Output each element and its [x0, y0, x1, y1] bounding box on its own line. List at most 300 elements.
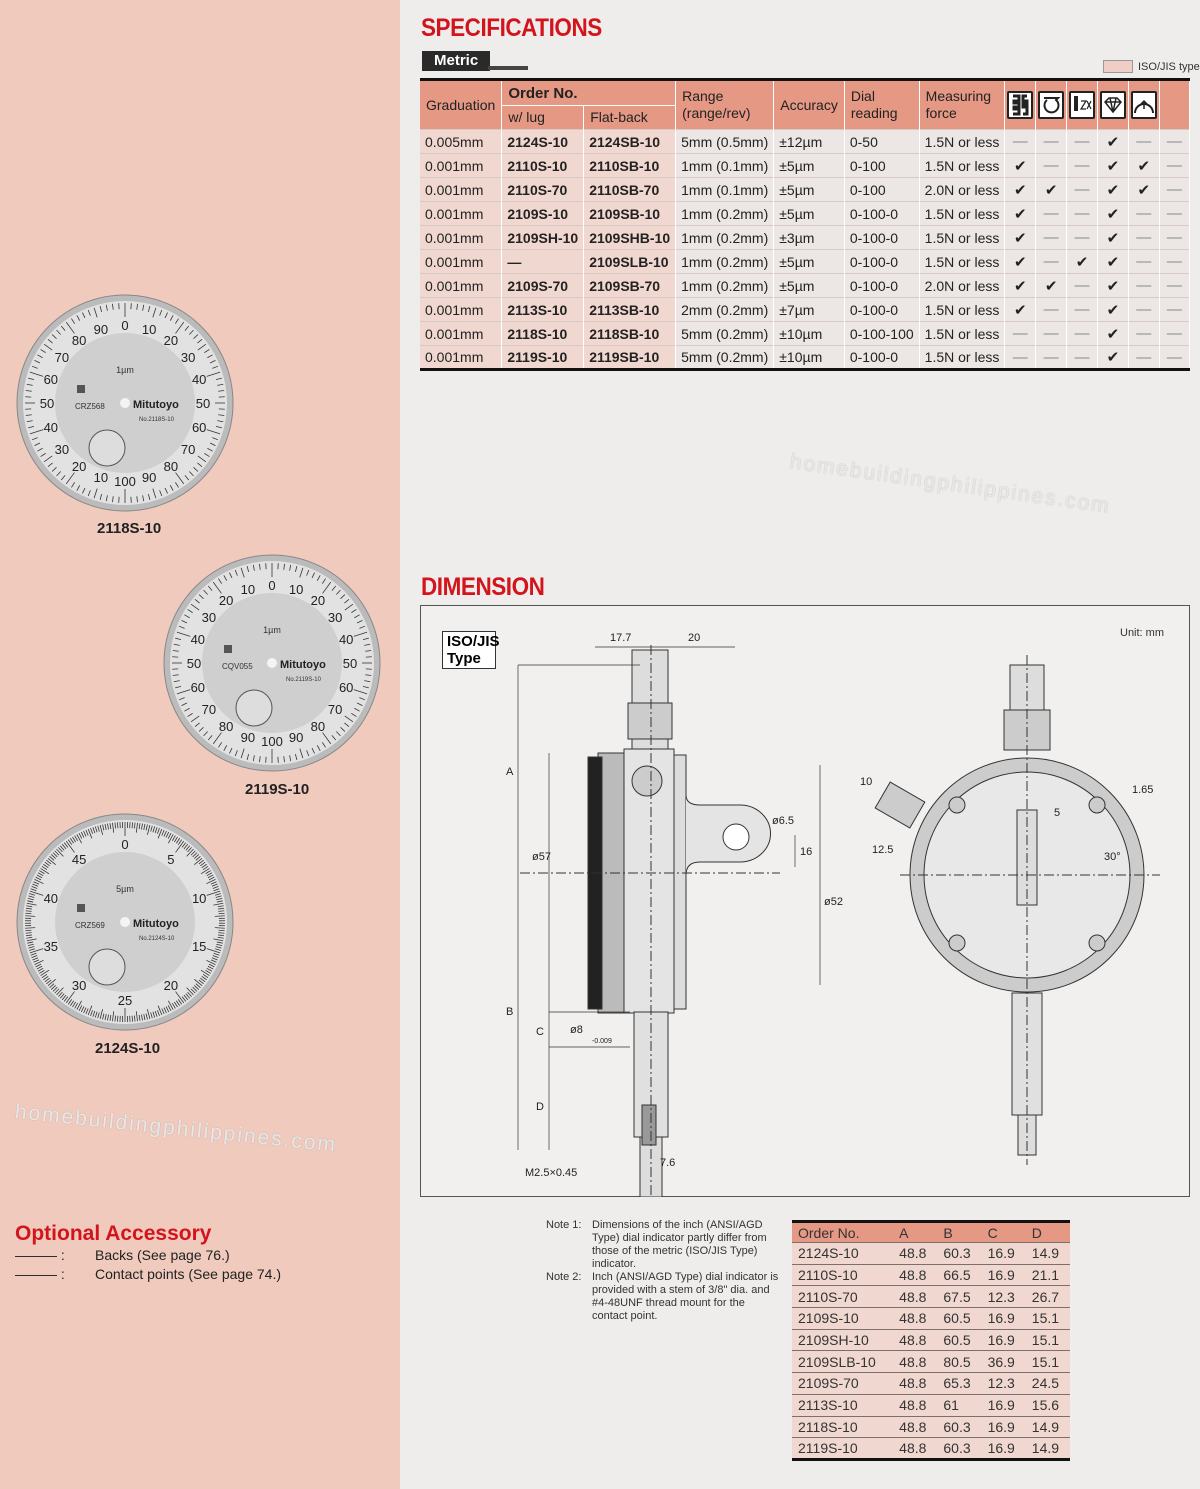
dial-number: 30 — [327, 610, 343, 626]
order-w-lug: 2118S-10 — [502, 322, 584, 346]
dim-cell: 80.5 — [937, 1351, 981, 1373]
feature-flag: ✔ — [1097, 178, 1128, 202]
feature-flag: — — [1159, 322, 1189, 346]
dim-cell: 12.3 — [982, 1373, 1026, 1395]
revolution-counter — [236, 690, 272, 726]
dim-cell: 36.9 — [982, 1351, 1026, 1373]
dial-unit: 1µm — [116, 365, 134, 375]
range: 1mm (0.1mm) — [676, 154, 774, 178]
feature-flag: — — [1067, 298, 1098, 322]
header-measuring-force: Measuring force — [919, 80, 1005, 130]
dial-reading: 0-100 — [844, 154, 919, 178]
graduation: 0.001mm — [420, 298, 502, 322]
feature-flag: ✔ — [1097, 346, 1128, 370]
spec-row — [420, 346, 1190, 370]
dial-reading: 0-100-0 — [844, 202, 919, 226]
feature-flag: — — [1159, 298, 1189, 322]
dim-row — [792, 1438, 1070, 1460]
dim-cell: 15.1 — [1026, 1308, 1070, 1330]
dim-label: 7.6 — [660, 1157, 676, 1169]
dim-cell: 16.9 — [982, 1308, 1026, 1330]
dim-cell: 16.9 — [982, 1394, 1026, 1416]
header-icon-cell — [1097, 80, 1128, 130]
feature-flag: ✔ — [1005, 202, 1036, 226]
order-flat-back: 2109SB-10 — [584, 202, 676, 226]
dim-cell: 48.8 — [893, 1351, 937, 1373]
iso-label-text: ISO/JIS Type — [447, 633, 500, 667]
dial-number: 10 — [191, 890, 207, 906]
dial-number: 10 — [288, 581, 304, 597]
dim-cell: 60.3 — [937, 1243, 981, 1265]
dial-number: 40 — [191, 371, 207, 387]
dial-number: 0 — [121, 318, 129, 333]
dim-cell: 65.3 — [937, 1373, 981, 1395]
dim-row — [792, 1243, 1070, 1265]
header-dial-reading: Dial reading — [844, 80, 919, 130]
dial-number: 80 — [218, 719, 234, 735]
dim-cell: 48.8 — [893, 1394, 937, 1416]
graduation: 0.001mm — [420, 154, 502, 178]
range: 1mm (0.1mm) — [676, 178, 774, 202]
graduation: 0.001mm — [420, 202, 502, 226]
spec-row — [420, 202, 1190, 226]
dim-cell: 14.9 — [1026, 1243, 1070, 1265]
dim-cell: 2110S-10 — [792, 1264, 893, 1286]
accuracy: ±10µm — [774, 346, 845, 370]
jewel-bearing-icon — [1100, 91, 1126, 119]
order-flat-back: 2109SLB-10 — [584, 250, 676, 274]
dim-cell: 48.8 — [893, 1416, 937, 1438]
dial-reading: 0-100-0 — [844, 346, 919, 370]
feature-flag: — — [1005, 346, 1036, 370]
feature-flag: — — [1005, 322, 1036, 346]
order-flat-back: 2109SHB-10 — [584, 226, 676, 250]
dial-number: 40 — [43, 420, 59, 436]
measuring-force: 1.5N or less — [919, 202, 1005, 226]
dim-header: B — [937, 1222, 981, 1243]
feature-flag: — — [1067, 154, 1098, 178]
dial-number: 25 — [117, 993, 133, 1008]
feature-flag: — — [1067, 322, 1098, 346]
shockproof-icon — [1007, 91, 1033, 119]
feature-flag: — — [1128, 226, 1159, 250]
dim-cell: 61 — [937, 1394, 981, 1416]
feature-flag: — — [1036, 322, 1067, 346]
header-flat-back: Flat-back — [584, 106, 676, 130]
feature-flag: ✔ — [1097, 202, 1128, 226]
feature-flag: — — [1128, 202, 1159, 226]
dial-number: 20 — [310, 592, 326, 608]
header-range: Range (range/rev) — [676, 80, 774, 130]
range: 5mm (0.2mm) — [676, 322, 774, 346]
watermark: homebuildingphilippines.com — [13, 1100, 339, 1157]
dustproof-icon — [1038, 91, 1064, 119]
header-graduation: Graduation — [420, 80, 502, 130]
feature-flag: ✔ — [1128, 154, 1159, 178]
order-w-lug: 2110S-70 — [502, 178, 584, 202]
dim-cell: 48.8 — [893, 1373, 937, 1395]
legend-swatch — [1103, 60, 1133, 73]
dim-label: -0.009 — [592, 1038, 612, 1045]
dial-face — [164, 555, 380, 771]
dim-row — [792, 1394, 1070, 1416]
feature-flag: ✔ — [1036, 274, 1067, 298]
legend-label: ISO/JIS type — [1138, 60, 1200, 73]
qr-code-icon — [224, 645, 232, 653]
accuracy: ±5µm — [774, 154, 845, 178]
dial-number: 50 — [39, 396, 55, 411]
dim-cell: 60.3 — [937, 1438, 981, 1460]
iso-legend — [1103, 60, 1200, 73]
dial-pivot — [267, 658, 277, 668]
order-w-lug: 2113S-10 — [502, 298, 584, 322]
qr-code-icon — [77, 904, 85, 912]
accessory-item: Contact points (See page 74.) — [95, 1266, 282, 1282]
dim-label: B — [506, 1006, 514, 1018]
feature-flag: — — [1128, 298, 1159, 322]
dim-cell: 2113S-10 — [792, 1394, 893, 1416]
accuracy: ±10µm — [774, 322, 845, 346]
feature-flag: ✔ — [1005, 250, 1036, 274]
dial-model: No.2124S-10 — [139, 936, 175, 942]
dim-label: D — [536, 1101, 544, 1113]
dial-caption: 2118S-10 — [97, 520, 162, 537]
dial-number: 40 — [338, 631, 354, 647]
dim-cell: 14.9 — [1026, 1416, 1070, 1438]
note-text: Dimensions of the inch (ANSI/AGD Type) dial indicator partly differ from those of the metric (ISO/JIS Type) indicator. — [592, 1219, 767, 1270]
dim-header: C — [982, 1222, 1026, 1243]
dim-cell: 66.5 — [937, 1264, 981, 1286]
accuracy: ±12µm — [774, 130, 845, 154]
feature-flag: ✔ — [1097, 226, 1128, 250]
dim-label: A — [506, 766, 514, 778]
spec-row — [420, 130, 1190, 154]
dimension-table — [792, 1220, 1070, 1461]
dim-cell: 24.5 — [1026, 1373, 1070, 1395]
feature-flag: — — [1067, 202, 1098, 226]
dim-row — [792, 1286, 1070, 1308]
specifications-table — [420, 78, 1190, 371]
order-w-lug: 2119S-10 — [502, 346, 584, 370]
dial-brand: Mitutoyo — [133, 918, 179, 930]
dim-label: 30° — [1104, 851, 1121, 863]
dim-cell: 15.1 — [1026, 1329, 1070, 1351]
header-accuracy: Accuracy — [774, 80, 845, 130]
feature-flag: — — [1036, 202, 1067, 226]
measuring-force: 1.5N or less — [919, 322, 1005, 346]
dial-number: 10 — [240, 581, 256, 597]
dial-number: 35 — [43, 939, 59, 955]
feature-flag: ✔ — [1097, 322, 1128, 346]
feature-flag: — — [1036, 346, 1067, 370]
dim-label: 5 — [1054, 807, 1061, 819]
feature-flag: — — [1159, 346, 1189, 370]
dial-number: 10 — [141, 321, 157, 337]
graduation: 0.001mm — [420, 274, 502, 298]
spec-row — [420, 322, 1190, 346]
dim-header: D — [1026, 1222, 1070, 1243]
dial-number: 50 — [195, 396, 211, 411]
metric-tab: Metric — [422, 51, 490, 71]
dial-unit: 5µm — [116, 884, 134, 894]
dim-cell: 15.1 — [1026, 1351, 1070, 1373]
dial-reading: 0-100-0 — [844, 274, 919, 298]
dim-cell: 2109S-10 — [792, 1308, 893, 1330]
feature-flag: — — [1036, 298, 1067, 322]
dim-cell: 48.8 — [893, 1286, 937, 1308]
dim-cell: 2124S-10 — [792, 1243, 893, 1265]
dial-number: 20 — [218, 592, 234, 608]
dial-brand: Mitutoyo — [133, 399, 179, 411]
measuring-force: 1.5N or less — [919, 154, 1005, 178]
order-flat-back: 2119SB-10 — [584, 346, 676, 370]
dim-cell: 12.3 — [982, 1286, 1026, 1308]
watermark: homebuildingphilippines.com — [788, 450, 1113, 518]
dim-cell: 14.9 — [1026, 1438, 1070, 1460]
spec-row — [420, 250, 1190, 274]
measuring-force: 1.5N or less — [919, 298, 1005, 322]
dim-label: 20 — [688, 632, 701, 644]
dial-number: 90 — [93, 321, 109, 337]
dim-cell: 16.9 — [982, 1438, 1026, 1460]
feature-flag: ✔ — [1005, 298, 1036, 322]
unit-label: Unit: mm — [1120, 627, 1164, 639]
header-blank — [1159, 80, 1189, 130]
dial-number: 80 — [310, 719, 326, 735]
order-flat-back: 2124SB-10 — [584, 130, 676, 154]
feature-flag: — — [1036, 130, 1067, 154]
range: 1mm (0.2mm) — [676, 274, 774, 298]
dim-label: 1.65 — [1132, 784, 1154, 796]
order-w-lug: 2109SH-10 — [502, 226, 584, 250]
dial-unit: 1µm — [263, 625, 281, 635]
measuring-force: 1.5N or less — [919, 226, 1005, 250]
dim-cell: 48.8 — [893, 1264, 937, 1286]
feature-flag: — — [1067, 274, 1098, 298]
dim-cell: 26.7 — [1026, 1286, 1070, 1308]
dial-number: 10 — [93, 470, 109, 486]
range: 1mm (0.2mm) — [676, 202, 774, 226]
feature-flag: — — [1036, 226, 1067, 250]
dim-cell: 21.1 — [1026, 1264, 1070, 1286]
feature-flag: ✔ — [1005, 178, 1036, 202]
dial-number: 15 — [191, 939, 207, 955]
spec-row — [420, 274, 1190, 298]
feature-flag: — — [1036, 154, 1067, 178]
range: 5mm (0.5mm) — [676, 130, 774, 154]
graduation: 0.005mm — [420, 130, 502, 154]
dial-number: 90 — [141, 470, 157, 486]
dim-header: Order No. — [792, 1222, 893, 1243]
range: 1mm (0.2mm) — [676, 226, 774, 250]
feature-flag: ✔ — [1097, 154, 1128, 178]
dim-label: 17.7 — [610, 632, 632, 644]
dim-label: M2.5×0.45 — [525, 1167, 578, 1179]
dial-tick — [25, 930, 31, 931]
header-order-no: Order No. — [502, 80, 676, 106]
dial-number: 100 — [114, 474, 136, 489]
order-w-lug: 2109S-70 — [502, 274, 584, 298]
dim-cell: 2109SLB-10 — [792, 1351, 893, 1373]
accessory-title: Optional Accessory — [15, 1222, 212, 1245]
accessory-line: ——— : — [15, 1247, 65, 1263]
dial-model: No.2119S-10 — [286, 677, 321, 683]
order-w-lug: 2109S-10 — [502, 202, 584, 226]
side-view — [520, 645, 780, 1197]
dim-row — [792, 1373, 1070, 1395]
dim-cell: 48.8 — [893, 1243, 937, 1265]
dim-cell: 16.9 — [982, 1264, 1026, 1286]
header-w-lug: w/ lug — [502, 106, 584, 130]
dial-caption: 2124S-10 — [95, 1040, 161, 1057]
dial-reading: 0-100-0 — [844, 250, 919, 274]
divider — [488, 66, 528, 70]
range: 1mm (0.2mm) — [676, 250, 774, 274]
feature-flag: ✔ — [1005, 274, 1036, 298]
feature-flag: — — [1159, 154, 1189, 178]
feature-flag: — — [1159, 274, 1189, 298]
dim-cell: 2109SH-10 — [792, 1329, 893, 1351]
order-flat-back: 2109SB-70 — [584, 274, 676, 298]
order-w-lug: 2124S-10 — [502, 130, 584, 154]
dim-cell: 60.5 — [937, 1308, 981, 1330]
2x-stroke-icon — [1069, 91, 1095, 119]
dial-number: 70 — [180, 441, 196, 457]
dim-cell: 15.6 — [1026, 1394, 1070, 1416]
dial-number: 70 — [54, 350, 70, 366]
dim-cell: 2109S-70 — [792, 1373, 893, 1395]
dial-number: 0 — [268, 578, 276, 593]
dial-number: 90 — [240, 730, 256, 746]
dial-model: No.2118S-10 — [139, 417, 174, 423]
dim-cell: 2118S-10 — [792, 1416, 893, 1438]
accuracy: ±7µm — [774, 298, 845, 322]
graduation: 0.001mm — [420, 226, 502, 250]
revolution-counter — [89, 430, 125, 466]
feature-flag: ✔ — [1005, 154, 1036, 178]
measuring-force: 2.0N or less — [919, 274, 1005, 298]
graduation: 0.001mm — [420, 178, 502, 202]
feature-flag: — — [1067, 346, 1098, 370]
dial-number: 80 — [163, 459, 179, 475]
feature-flag: — — [1067, 178, 1098, 202]
order-flat-back: 2110SB-70 — [584, 178, 676, 202]
spec-row — [420, 298, 1190, 322]
dim-label: ø6.5 — [772, 815, 795, 827]
dial-code: CRZ568 — [75, 402, 105, 411]
graduation: 0.001mm — [420, 346, 502, 370]
feature-flag: ✔ — [1097, 250, 1128, 274]
feature-flag: — — [1159, 226, 1189, 250]
accuracy: ±5µm — [774, 178, 845, 202]
dim-cell: 48.8 — [893, 1329, 937, 1351]
dim-cell: 48.8 — [893, 1438, 937, 1460]
dim-label: ø8 — [570, 1024, 583, 1036]
dial-number: 5 — [167, 851, 175, 867]
dim-cell: 16.9 — [982, 1329, 1026, 1351]
dial-number: 20 — [163, 978, 179, 994]
dial-number: 100 — [261, 734, 283, 749]
dial-code: CQV055 — [222, 662, 253, 671]
dial-images — [0, 0, 400, 1100]
accessory-line: ——— : — [15, 1266, 65, 1282]
dim-cell: 67.5 — [937, 1286, 981, 1308]
dial-number: 70 — [327, 701, 343, 717]
header-icon-cell — [1036, 80, 1067, 130]
accuracy: ±5µm — [774, 274, 845, 298]
feature-flag: — — [1159, 202, 1189, 226]
spec-row — [420, 178, 1190, 202]
dial-tick — [219, 913, 225, 914]
dim-row — [792, 1416, 1070, 1438]
accuracy: ±5µm — [774, 250, 845, 274]
order-w-lug: — — [502, 250, 584, 274]
feature-flag: — — [1067, 226, 1098, 250]
dial-reading: 0-100-100 — [844, 322, 919, 346]
measuring-force: 1.5N or less — [919, 250, 1005, 274]
accuracy: ±3µm — [774, 226, 845, 250]
dim-row — [792, 1329, 1070, 1351]
dim-row — [792, 1264, 1070, 1286]
revolution-counter — [89, 949, 125, 985]
feature-flag: — — [1128, 346, 1159, 370]
dim-row — [792, 1308, 1070, 1330]
dial-reading: 0-50 — [844, 130, 919, 154]
dim-header: A — [893, 1222, 937, 1243]
order-flat-back: 2110SB-10 — [584, 154, 676, 178]
feature-flag: — — [1159, 130, 1189, 154]
dim-cell: 2119S-10 — [792, 1438, 893, 1460]
range: 5mm (0.2mm) — [676, 346, 774, 370]
dim-cell: 16.9 — [982, 1243, 1026, 1265]
dial-reading: 0-100-0 — [844, 226, 919, 250]
dim-cell: 2110S-70 — [792, 1286, 893, 1308]
graduation: 0.001mm — [420, 322, 502, 346]
feature-flag: ✔ — [1097, 298, 1128, 322]
feature-flag: — — [1128, 250, 1159, 274]
header-icon-cell — [1005, 80, 1036, 130]
dim-label: ø57 — [532, 851, 551, 863]
notes — [546, 1219, 781, 1323]
dial-number: 60 — [190, 680, 206, 696]
range: 2mm (0.2mm) — [676, 298, 774, 322]
measuring-force: 2.0N or less — [919, 178, 1005, 202]
dial-number: 0 — [121, 837, 129, 852]
feature-flag: — — [1159, 250, 1189, 274]
feature-flag: ✔ — [1097, 130, 1128, 154]
specifications-title: SPECIFICATIONS — [421, 14, 602, 42]
dial-number: 45 — [71, 851, 87, 867]
dial-number: 60 — [191, 420, 207, 436]
header-icon-cell — [1128, 80, 1159, 130]
measuring-force: 1.5N or less — [919, 130, 1005, 154]
feature-flag: — — [1159, 178, 1189, 202]
note-label: Note 1: — [546, 1219, 582, 1231]
dial-number: 20 — [163, 332, 179, 348]
limit-pointer-icon — [1131, 91, 1157, 119]
feature-flag: — — [1005, 130, 1036, 154]
dim-label: 16 — [800, 846, 813, 858]
dial-number: 40 — [43, 890, 59, 906]
dial-number: 60 — [43, 371, 59, 387]
technical-drawing — [420, 605, 1190, 1197]
dim-label: 12.5 — [872, 844, 894, 856]
dial-number: 80 — [71, 332, 87, 348]
dial-tick — [219, 930, 225, 931]
dim-label: C — [536, 1026, 544, 1038]
graduation: 0.001mm — [420, 250, 502, 274]
dim-label: 10 — [860, 776, 873, 788]
